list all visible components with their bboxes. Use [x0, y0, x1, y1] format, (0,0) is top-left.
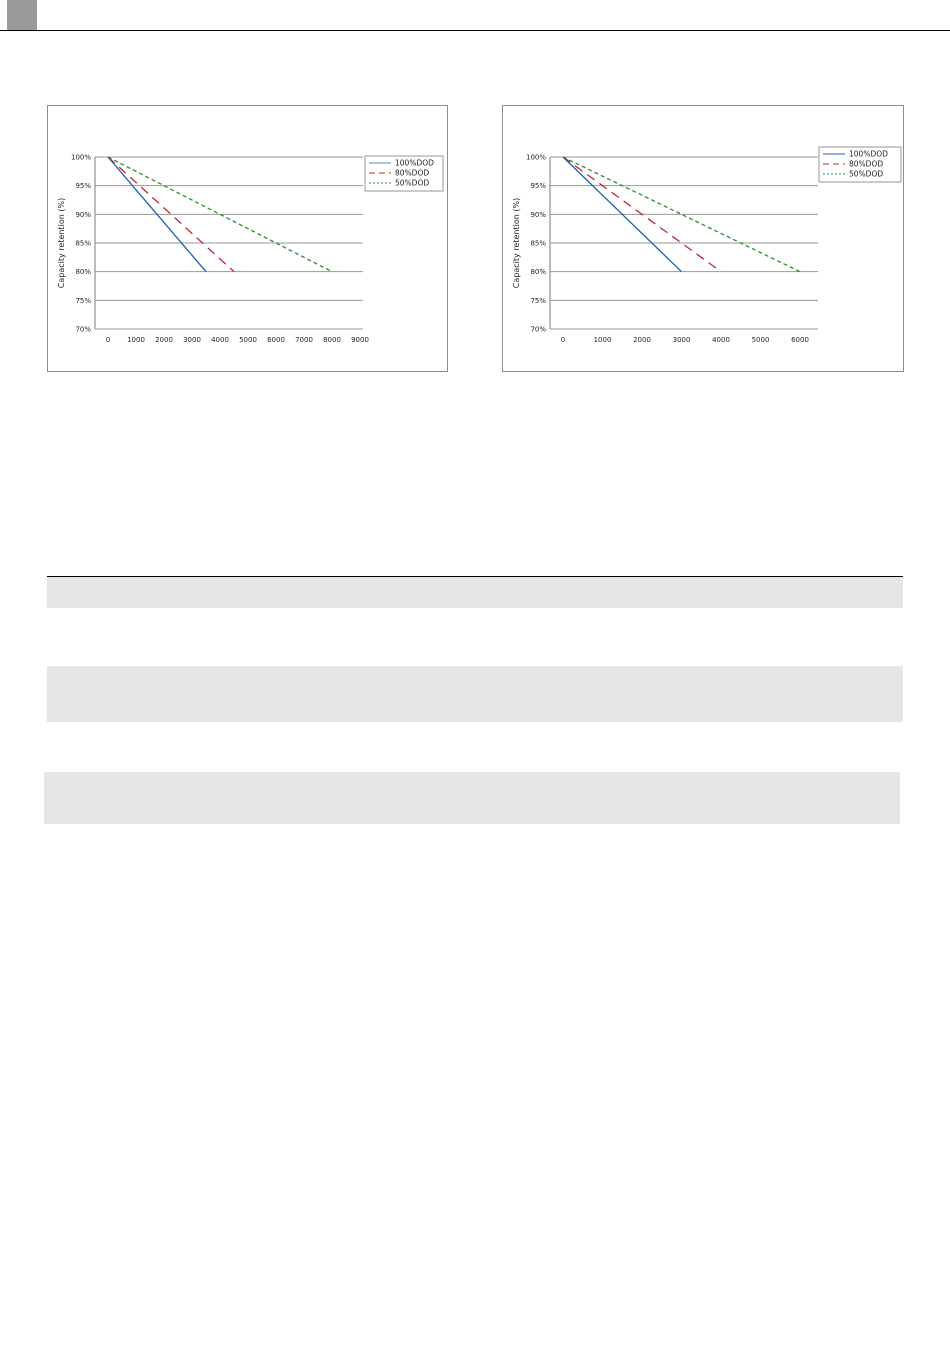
y-tick-label: 75%: [530, 296, 546, 305]
legend-label: 80%DOD: [395, 168, 430, 178]
x-tick-label: 5000: [239, 336, 257, 344]
x-tick-label: 5000: [751, 336, 770, 344]
y-tick-label: 85%: [75, 239, 91, 248]
x-tick-label: 7000: [295, 336, 313, 344]
y-tick-label: 85%: [530, 239, 546, 248]
x-tick-label: 2000: [155, 336, 173, 344]
x-tick-label: 1000: [593, 336, 612, 344]
y-tick-label: 80%: [75, 268, 91, 277]
chart-left-svg: [48, 106, 447, 371]
x-tick-label: 2000: [633, 336, 651, 344]
corner-marker: [7, 0, 37, 30]
x-tick-label: 6000: [267, 336, 285, 344]
y-tick-label: 70%: [75, 325, 91, 334]
y-tick-label: 95%: [530, 182, 546, 191]
x-tick-label: 9000: [351, 336, 369, 344]
chart-right-svg: [503, 106, 903, 371]
x-tick-label: 6000: [791, 336, 809, 344]
y-tick-label: 70%: [530, 325, 546, 334]
y-tick-label: 80%: [530, 268, 546, 277]
x-tick-label: 3000: [183, 336, 201, 344]
chart-left: [47, 105, 448, 372]
legend-label: 100%DOD: [395, 158, 434, 168]
y-tick-label: 95%: [75, 182, 91, 191]
y-tick-label: 90%: [530, 210, 546, 219]
x-tick-label: 4000: [211, 336, 229, 344]
y-tick-label: 100%: [70, 153, 91, 162]
table-header-band: [47, 576, 903, 608]
x-tick-label: 0: [560, 336, 566, 344]
y-tick-label: 90%: [75, 210, 91, 219]
legend-label: 100%DOD: [849, 149, 888, 159]
header-rule: [0, 30, 950, 31]
legend-label: 50%DOD: [395, 178, 430, 188]
y-tick-label: 100%: [525, 153, 546, 162]
y-axis-label: Capacity retention (%): [57, 197, 66, 289]
chart-right: [502, 105, 904, 372]
legend-label: 80%DOD: [849, 159, 884, 169]
x-tick-label: 0: [105, 336, 111, 344]
x-tick-label: 1000: [127, 336, 145, 344]
shaded-row-band: [47, 666, 903, 722]
y-axis-label: Capacity retention (%): [512, 197, 521, 289]
x-tick-label: 4000: [712, 336, 730, 344]
y-tick-label: 75%: [75, 296, 91, 305]
x-tick-label: 3000: [672, 336, 691, 344]
x-tick-label: 8000: [323, 336, 341, 344]
shaded-row-band: [44, 772, 900, 824]
legend-label: 50%DOD: [849, 169, 884, 179]
